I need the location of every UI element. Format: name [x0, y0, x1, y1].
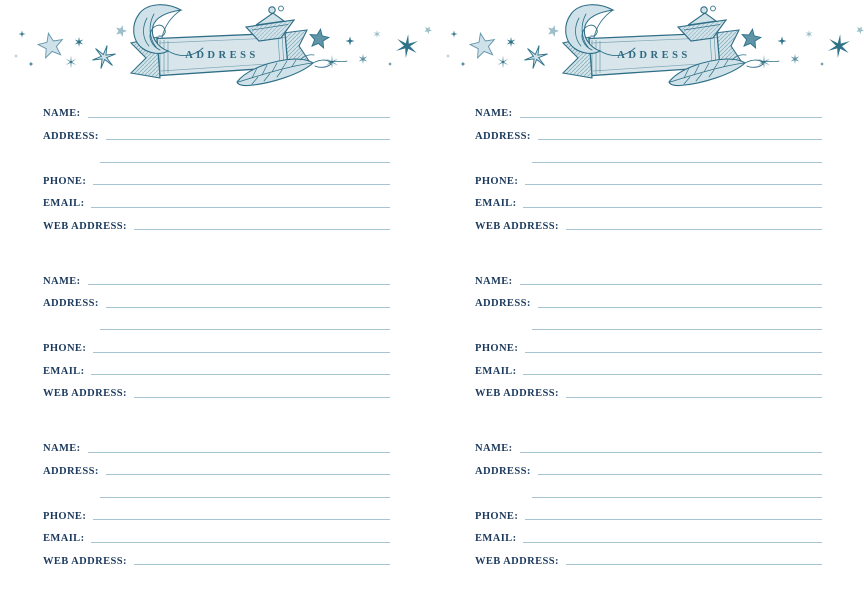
- field-line-email[interactable]: [523, 361, 822, 375]
- field-line-phone[interactable]: [525, 339, 822, 353]
- field-line-name[interactable]: [520, 439, 822, 453]
- field-label-email: EMAIL:: [475, 198, 517, 209]
- field-row-address: [475, 118, 822, 141]
- field-row-address-line2: [43, 140, 390, 163]
- field-row-web_address: [43, 543, 390, 566]
- field-label-name: NAME:: [475, 108, 513, 119]
- address-entry-block: [475, 95, 822, 230]
- field-row-web_address: [475, 375, 822, 398]
- star-icon: [75, 37, 84, 47]
- field-line-web_address[interactable]: [566, 551, 822, 565]
- field-label-address: ADDRESS:: [475, 465, 531, 477]
- field-row-phone: [475, 498, 822, 521]
- field-label-address: ADDRESS:: [43, 298, 99, 309]
- star-icon: [470, 33, 494, 58]
- banner-title: ADDRESS: [185, 50, 259, 61]
- field-line-phone[interactable]: [93, 506, 390, 520]
- star-icon: [14, 54, 18, 58]
- field-line-name[interactable]: [88, 271, 390, 285]
- field-row-email: [43, 185, 390, 208]
- star-icon: [856, 27, 864, 35]
- star-icon: [451, 31, 458, 38]
- star-icon: [116, 25, 127, 36]
- field-row-address: [43, 453, 390, 476]
- field-label-email: EMAIL:: [43, 198, 85, 209]
- field-row-web_address: [475, 208, 822, 231]
- right-address-page-panel: [432, 0, 864, 612]
- field-line-email[interactable]: [523, 529, 822, 543]
- header-banner: [0, 0, 432, 95]
- field-row-phone: [475, 163, 822, 186]
- field-row-email: [43, 520, 390, 543]
- star-icon: [65, 56, 76, 69]
- star-icon: [346, 37, 355, 46]
- star-icon: [742, 29, 761, 48]
- field-line-address-2[interactable]: [100, 484, 390, 498]
- field-row-address-line2: [475, 140, 822, 163]
- field-label-email: EMAIL:: [43, 365, 85, 377]
- field-line-name[interactable]: [88, 439, 390, 453]
- field-label-web_address: WEB ADDRESS:: [43, 388, 127, 399]
- field-row-web_address: [475, 543, 822, 566]
- address-entry-block: [43, 95, 390, 230]
- field-row-phone: [43, 163, 390, 186]
- field-line-address[interactable]: [538, 461, 822, 475]
- field-row-name: [43, 263, 390, 286]
- field-line-email[interactable]: [91, 361, 390, 375]
- field-label-name: NAME:: [43, 275, 81, 287]
- field-label-name: NAME:: [475, 275, 513, 287]
- field-row-address-line2: [475, 308, 822, 331]
- field-line-phone[interactable]: [525, 171, 822, 185]
- field-label-email: EMAIL:: [43, 533, 85, 544]
- field-row-email: [475, 185, 822, 208]
- field-row-address: [475, 453, 822, 476]
- field-line-name[interactable]: [520, 271, 822, 285]
- field-line-web_address[interactable]: [134, 384, 390, 398]
- field-line-phone[interactable]: [93, 339, 390, 353]
- star-icon: [778, 37, 787, 46]
- field-line-web_address[interactable]: [134, 551, 390, 565]
- star-icon: [326, 55, 338, 69]
- field-line-address[interactable]: [538, 126, 822, 140]
- field-row-email: [475, 520, 822, 543]
- star-icon: [548, 25, 559, 36]
- field-line-name[interactable]: [520, 104, 822, 118]
- field-line-address-2[interactable]: [532, 149, 822, 163]
- star-icon: [38, 33, 62, 58]
- field-line-address-2[interactable]: [100, 316, 390, 330]
- field-line-phone[interactable]: [525, 506, 822, 520]
- star-icon: [446, 54, 450, 58]
- field-row-address-line2: [43, 475, 390, 498]
- star-icon: [791, 54, 800, 64]
- field-row-email: [43, 353, 390, 376]
- field-label-web_address: WEB ADDRESS:: [43, 220, 127, 232]
- field-label-email: EMAIL:: [475, 365, 517, 377]
- field-row-name: [475, 263, 822, 286]
- field-row-address: [43, 118, 390, 141]
- field-label-web_address: WEB ADDRESS:: [43, 555, 127, 567]
- field-label-address: ADDRESS:: [475, 298, 531, 309]
- star-icon: [374, 30, 381, 38]
- field-line-address[interactable]: [106, 461, 390, 475]
- field-row-name: [43, 430, 390, 453]
- field-label-phone: PHONE:: [43, 175, 87, 187]
- field-label-web_address: WEB ADDRESS:: [475, 388, 559, 399]
- field-label-address: ADDRESS:: [43, 465, 99, 477]
- address-entry-block: [475, 430, 822, 565]
- star-icon: [359, 54, 368, 64]
- field-label-name: NAME:: [43, 108, 81, 119]
- field-line-address[interactable]: [106, 126, 390, 140]
- address-entry-block: [43, 430, 390, 565]
- star-icon: [396, 34, 418, 58]
- field-line-address-2[interactable]: [532, 484, 822, 498]
- banner-title: ADDRESS: [617, 50, 691, 61]
- field-label-phone: PHONE:: [43, 343, 87, 354]
- field-label-phone: PHONE:: [475, 510, 519, 522]
- field-line-email[interactable]: [523, 194, 822, 208]
- star-icon: [19, 31, 26, 38]
- field-label-phone: PHONE:: [43, 510, 87, 522]
- field-line-address[interactable]: [538, 294, 822, 308]
- field-row-email: [475, 353, 822, 376]
- star-icon: [92, 45, 115, 68]
- field-line-web_address[interactable]: [566, 384, 822, 398]
- field-row-phone: [475, 330, 822, 353]
- field-line-phone[interactable]: [93, 171, 390, 185]
- field-row-name: [43, 95, 390, 118]
- address-entry-block: [475, 263, 822, 398]
- field-label-address: ADDRESS:: [475, 130, 531, 142]
- field-row-address: [43, 285, 390, 308]
- header-banner: [432, 0, 864, 95]
- entry-blocks: [432, 95, 864, 565]
- address-entry-block: [43, 263, 390, 398]
- field-label-address: ADDRESS:: [43, 130, 99, 142]
- star-icon: [29, 62, 34, 67]
- field-line-address[interactable]: [106, 294, 390, 308]
- field-label-phone: PHONE:: [475, 343, 519, 354]
- star-icon: [806, 30, 813, 38]
- field-line-email[interactable]: [91, 194, 390, 208]
- star-icon: [828, 34, 850, 58]
- entry-blocks: [0, 95, 432, 565]
- star-icon: [310, 29, 329, 48]
- field-row-address-line2: [475, 475, 822, 498]
- field-row-web_address: [43, 208, 390, 231]
- field-row-address-line2: [43, 308, 390, 331]
- field-line-web_address[interactable]: [134, 216, 390, 230]
- star-icon: [461, 62, 466, 67]
- field-label-email: EMAIL:: [475, 533, 517, 544]
- star-icon: [388, 62, 392, 66]
- field-row-name: [475, 95, 822, 118]
- field-row-name: [475, 430, 822, 453]
- field-label-web_address: WEB ADDRESS:: [475, 555, 559, 567]
- field-row-web_address: [43, 375, 390, 398]
- field-line-name[interactable]: [88, 104, 390, 118]
- field-row-phone: [43, 498, 390, 521]
- field-line-address-2[interactable]: [100, 149, 390, 163]
- star-icon: [424, 27, 432, 35]
- field-row-phone: [43, 330, 390, 353]
- field-label-name: NAME:: [475, 443, 513, 454]
- field-label-name: NAME:: [43, 443, 81, 454]
- star-icon: [820, 62, 824, 66]
- star-icon: [507, 37, 516, 47]
- star-icon: [524, 45, 547, 68]
- field-label-phone: PHONE:: [475, 175, 519, 187]
- field-row-address: [475, 285, 822, 308]
- field-line-email[interactable]: [91, 529, 390, 543]
- star-icon: [758, 55, 770, 69]
- field-line-web_address[interactable]: [566, 216, 822, 230]
- star-icon: [497, 56, 508, 69]
- field-line-address-2[interactable]: [532, 316, 822, 330]
- field-label-web_address: WEB ADDRESS:: [475, 220, 559, 232]
